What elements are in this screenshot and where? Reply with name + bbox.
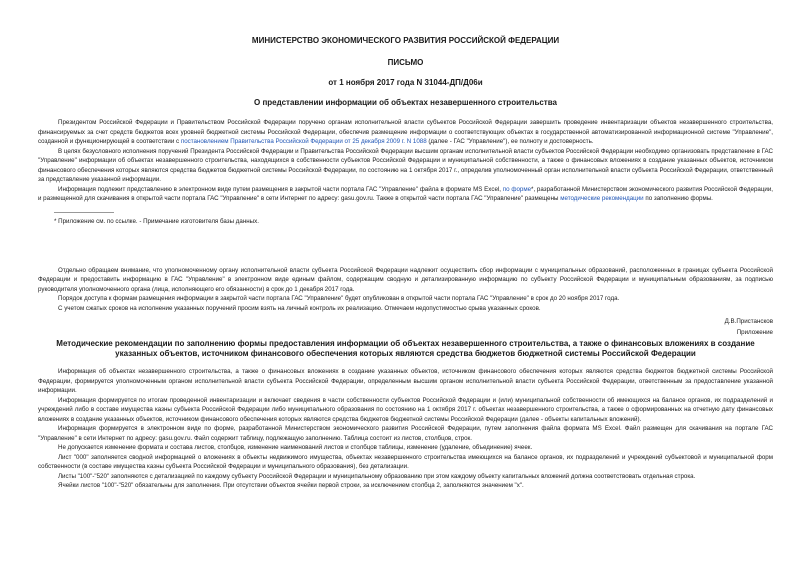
paragraph-text: Президентом Российской Федерации и Правительством Российской Федерации поручено органам исполнительной власти субъектов Российской Федерации завершить проведение инвентаризации объектов незавершенного строительства, финансируемых за счет средств бюджетов всех уровней бюджетной системы Российской Федерации, обеспечив размещение информации о соответствующих объектах в государственной автоматизированной информационной системе "Управление", созданной и функционирующей в соответствии с bbox=[38, 119, 773, 145]
document-type: ПИСЬМО bbox=[387, 58, 424, 67]
letter-paragraph-4: Отдельно обращаем внимание, что уполномоченному органу исполнительной власти субъекта Российской Федерации надлежит осуществить сбор информации с муниципальных образований, расположенных в границах субъекта Российской Федерации и предоставить информацию в ГАС "Управление" в электронном виде единым файлом, содержащим сводную и детализированную информацию по субъекту Российской Федерации и муниципальным образованиям, за подписью руководителя уполномоченного органа (лица, исполняющего его обязанности) в срок до 1 декабря 2017 года. bbox=[38, 266, 773, 293]
appendix-label: Приложение bbox=[736, 329, 773, 336]
letter-paragraph-2: В целях безусловного исполнения поручений Президента Российской Федерации и Правительства Российской Федерации высшим органам исполнительной власти субъектов Российской Федерации необходимо организовать представление в ГАС "Управление" информации об объектах незавершенного строительства, находящихся в собственности субъектов Российской Федерации и муниципальной собственности, а также о финансовых вложениях в создание указанных объектов, источником финансового обеспечения которых являются средства бюджетов бюджетной системы Российской Федерации, по состоянию на 1 октября 2017 г., определив уполномоченный орган исполнительной власти субъекта Российской Федерации, ответственный за представление указанной информации. bbox=[38, 147, 773, 183]
appendix-title: Методические рекомендации по заполнению формы предоставления информации об объектах незавершенного строительства, а также о финансовых вложениях в создание указанных объектов, источником финансового обеспечения которых являются средства бюджетов бюджетной системы Российской Федерации bbox=[56, 339, 755, 358]
document-subject: О представлении информации об объектах незавершенного строительства bbox=[254, 98, 557, 107]
paragraph-text: Информация подлежит представлению в электронном виде путем размещения в закрытой части портала ГАС "Управление" файла в формате MS Excel, bbox=[58, 185, 503, 193]
blank-space bbox=[38, 226, 773, 266]
appendix-paragraph-4: Не допускается изменение формата и состава листов, столбцов, изменение наименований листов и столбцов таблицы, изменение (удаление, объединение) ячеек. bbox=[58, 444, 533, 451]
letter-paragraph-5: Порядок доступа к формам размещения информации в закрытой части портала ГАС "Управление" будет опубликован в открытой части портала ГАС "Управление" в срок до 20 ноября 2017 года. bbox=[58, 295, 620, 302]
footnote-divider bbox=[54, 212, 114, 213]
signature: Д.В.Пристансков bbox=[724, 318, 773, 325]
letter-paragraph-3 bbox=[38, 185, 773, 204]
paragraph-text: по заполнению формы. bbox=[643, 195, 713, 202]
appendix-paragraph-5: Лист "000" заполняется сводной информацией о вложениях в объекты недвижимого имущества, объектах незавершенного строительства имеющихся на балансе органов, их подразделений и учреждений субъектовой и муниципальной форм собственности (в составе имущества казны субъекта Российской Федерации и муниципального образования), без детализации. bbox=[38, 453, 773, 470]
ministry-name: МИНИСТЕРСТВО ЭКОНОМИЧЕСКОГО РАЗВИТИЯ РОССИЙСКОЙ ФЕДЕРАЦИИ bbox=[251, 36, 560, 45]
government-decree-link[interactable]: постановлением Правительства Российской Федерации от 25 декабря 2009 г. N 1088 bbox=[180, 138, 427, 145]
appendix-paragraph-1: Информация об объектах незавершенного строительства, а также о финансовых вложениях в создание указанных объектов, источником финансового обеспечения которых являются средства бюджетов бюджетной системы Российской Федерации, формируется уполномоченным органом исполнительной власти субъекта Российской Федерации, определенным высшим органом исполнительной власти субъекта Российской Федерации, ответственным за предоставление указанной информации. bbox=[38, 368, 773, 394]
appendix-paragraph-3: Информация формируется в электронном виде по форме, разработанной Министерством экономического развития Российской Федерации, путем заполнения файла формата MS Excel. Файл размещен для скачивания на портале ГАС "Управление" в сети Интернет по адресу: gasu.gov.ru. Файл содержит таблицу, подлежащую заполнению. Таблица состоит из листов, столбцов, строк. bbox=[38, 425, 773, 442]
appendix-paragraph-7: Ячейки листов "100"-"520" обязательны для заполнения. При отсутствии объектов ячейки первой строки, за исключением столбца 2, заполняются значением "х". bbox=[58, 482, 524, 489]
footnote: * Приложение см. по ссылке. - Примечание изготовителя базы данных. bbox=[54, 217, 259, 225]
paragraph-text: *, разработанной Министерством экономического развития Российской Федерации, и размещенной для скачивания в открытой части портала ГАС "Управление" в сети Интернет по адресу: gasu.gov.ru. Также в открытой части портала ГАС "Управление" размещены bbox=[38, 185, 774, 202]
form-link[interactable]: по форме bbox=[502, 185, 532, 193]
letter-paragraph-6: С учетом сжатых сроков на исполнение указанных поручений просим взять на личный контроль их реализацию. Отмечаем недопустимостью срыва указанных сроков. bbox=[58, 304, 541, 312]
paragraph-text: (далее - ГАС "Управление"), ее полноту и достоверность. bbox=[426, 138, 594, 145]
document-number: от 1 ноября 2017 года N 31044-ДП/Д06и bbox=[328, 78, 483, 87]
letter-paragraph-1 bbox=[38, 118, 773, 147]
appendix-paragraph-6: Листы "100"-"520" заполняются с детализацией по каждому субъекту Российской Федерации и муниципальному образованию при этом каждому объекту капитальных вложений должна соответствовать отдельная строка. bbox=[58, 472, 696, 480]
methodical-recommendations-link[interactable]: методические рекомендации bbox=[560, 195, 644, 202]
appendix-paragraph-2: Информация формируется по итогам проведенной инвентаризации и включает сведения в части собственности субъектов Российской Федерации и (или) муниципальной собственности об имеющихся на балансе органов, их подразделений и учреждений либо в составе имущества казны субъекта Российской Федерации либо муниципального образования по состоянию на 1 октября 2017 г. объектах незавершенного строительства, а также о сформированных на отчетную дату финансовых вложениях в создание указанных объектов, источником финансового обеспечения которых являются средства бюджетов бюджетной системы Российской Федерации (далее - объекты капитальных вложений). bbox=[38, 396, 773, 423]
